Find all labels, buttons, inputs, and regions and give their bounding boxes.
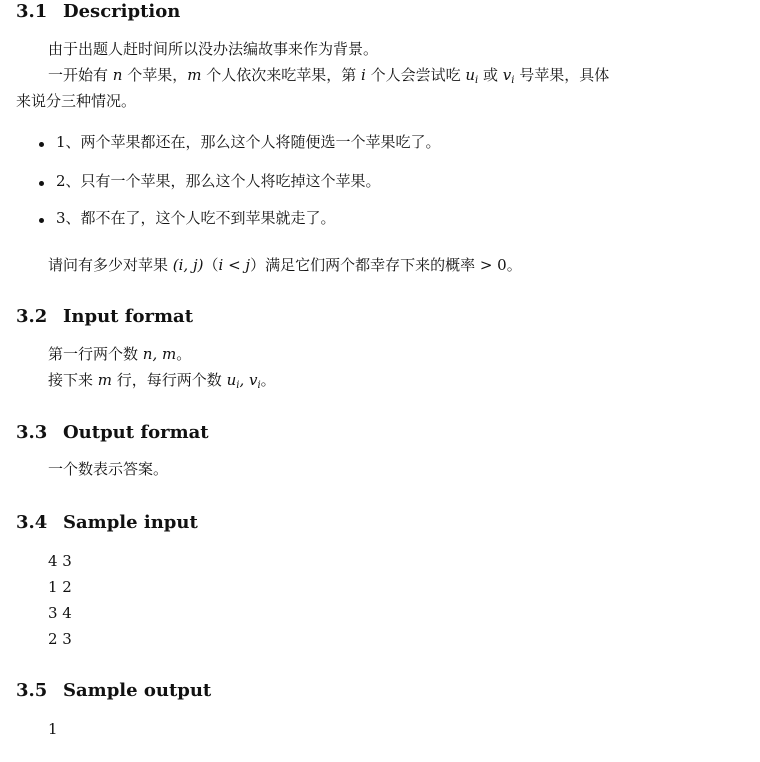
section-number: 3.5 — [16, 680, 48, 701]
text-run: 接下来 — [48, 371, 98, 389]
text-run: 号苹果，具体 — [514, 66, 610, 84]
math-m: m — [97, 371, 113, 389]
text-run: 。 — [260, 371, 276, 389]
math-i: i — [361, 66, 366, 84]
math-subscript: i — [236, 380, 240, 391]
section-heading-output-format — [16, 421, 209, 445]
sample-input-line: 1 2 — [48, 578, 72, 596]
text-run: ）满足它们两个都幸存下来的概率 — [250, 256, 480, 274]
input-format-line-1 — [48, 343, 191, 365]
section-title: Sample input — [63, 512, 198, 533]
math-condition: i < j — [218, 256, 251, 274]
math-u: u — [226, 371, 237, 389]
math-subscript: i — [257, 380, 261, 391]
sample-input-line: 4 3 — [48, 552, 72, 570]
section-number: 3.1 — [16, 1, 48, 22]
text-run: 一开始有 — [48, 66, 113, 84]
text-run: 行，每行两个数 — [112, 371, 227, 389]
text-run: 。 — [506, 256, 522, 274]
description-question — [48, 254, 522, 276]
math-v: v — [502, 66, 512, 84]
section-title: Description — [63, 1, 181, 22]
description-paragraph-2 — [48, 64, 609, 92]
input-format-line-2 — [48, 369, 276, 397]
bullet-dot — [39, 181, 44, 186]
text-run: 个苹果， — [122, 66, 188, 84]
sample-input-line: 2 3 — [48, 630, 72, 648]
bullet-dot — [39, 218, 44, 223]
math-inequality: > 0 — [479, 256, 507, 274]
math-subscript: i — [511, 75, 515, 86]
section-title: Sample output — [63, 680, 212, 701]
math-comma: , — [239, 371, 249, 389]
text-run: （ — [203, 256, 219, 274]
math-m: m — [187, 66, 202, 84]
section-title: Output format — [63, 422, 209, 443]
bullet-item-3: 3、都不在了，这个人吃不到苹果就走了。 — [56, 209, 336, 227]
section-title: Input format — [63, 306, 194, 327]
section-heading-sample-output — [16, 679, 211, 703]
text-run: 第一行两个数 — [48, 345, 143, 363]
math-u: u — [465, 66, 476, 84]
sample-output-line: 1 — [48, 720, 58, 738]
math-v: v — [248, 371, 258, 389]
description-paragraph-2-cont: 来说分三种情况。 — [16, 92, 137, 110]
text-run: 请问有多少对苹果 — [48, 256, 173, 274]
description-paragraph-1: 由于出题人赶时间所以没办法编故事来作为背景。 — [48, 40, 379, 58]
sample-input-line: 3 4 — [48, 604, 72, 622]
math-subscript: i — [475, 75, 479, 86]
text-run: 。 — [176, 345, 192, 363]
math-n: n — [112, 66, 123, 84]
text-run: 个人会尝试吃 — [365, 66, 466, 84]
bullet-item-2: 2、只有一个苹果，那么这个人将吃掉这个苹果。 — [56, 172, 381, 190]
section-number: 3.3 — [16, 422, 48, 443]
section-heading-sample-input — [16, 511, 198, 535]
math-n-m: n, m — [142, 345, 177, 363]
text-run: 个人依次来吃苹果，第 — [201, 66, 362, 84]
section-number: 3.4 — [16, 512, 48, 533]
section-heading-input-format — [16, 305, 193, 329]
bullet-dot — [39, 142, 44, 147]
output-format-line-1: 一个数表示答案。 — [48, 460, 169, 478]
text-run: 或 — [478, 66, 503, 84]
section-heading-description — [16, 0, 180, 24]
section-number: 3.2 — [16, 306, 48, 327]
bullet-item-1: 1、两个苹果都还在，那么这个人将随便选一个苹果吃了。 — [56, 133, 441, 151]
math-pair: (i, j) — [172, 256, 204, 274]
